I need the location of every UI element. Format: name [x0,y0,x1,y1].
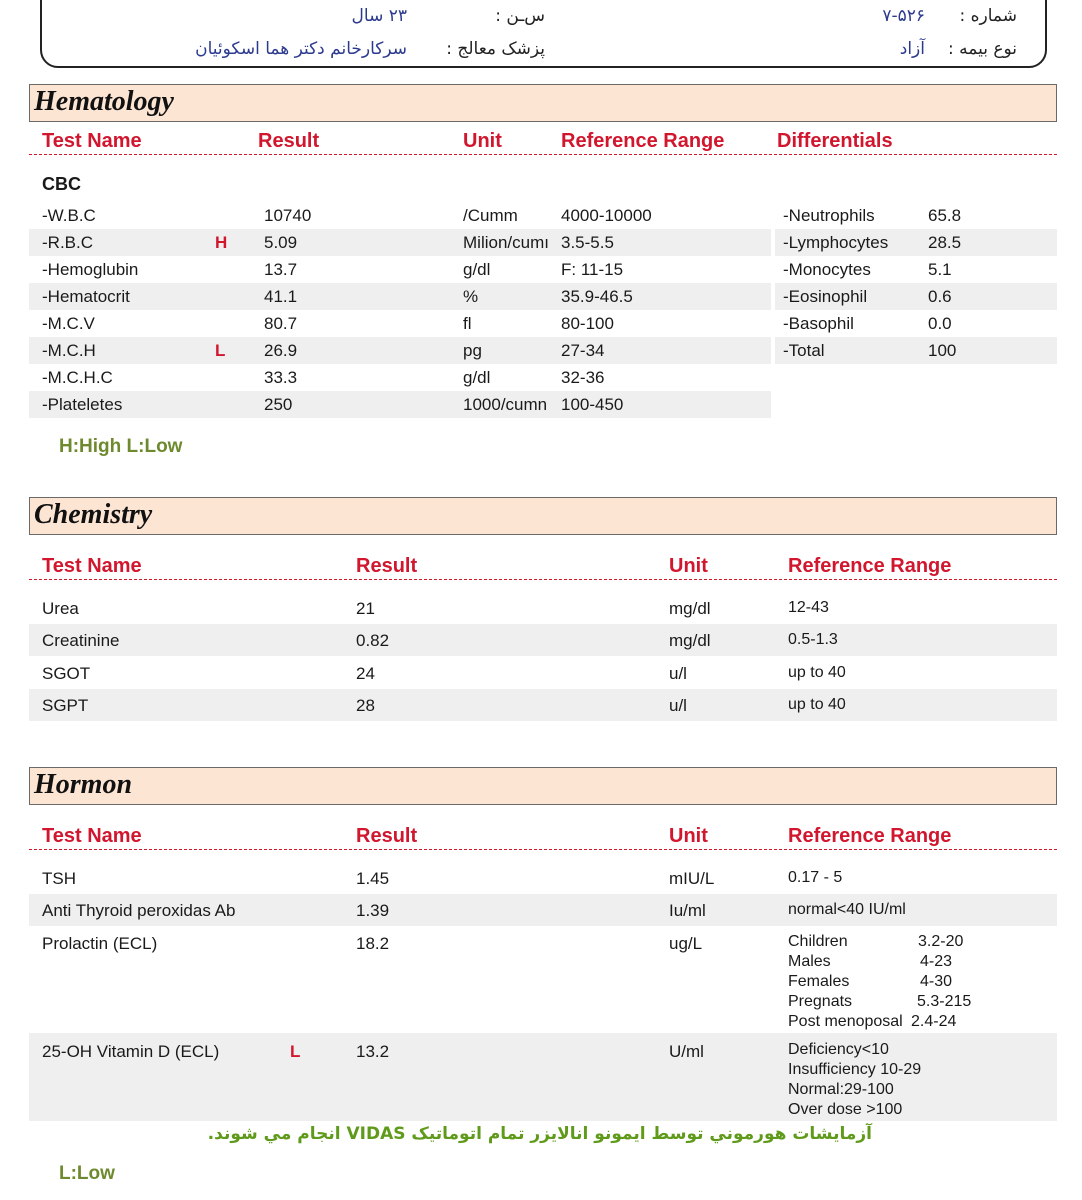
divider [29,579,1057,580]
hormon-legend: L:Low [59,1163,115,1184]
number-value: ۷-۵۲۶ [882,6,925,26]
low-flag: L [215,341,226,360]
test-reference: 80-100 [561,314,614,333]
reference-label: Post menoposal [788,1013,903,1030]
test-name: -M.C.H [42,341,96,360]
test-name: SGOT [42,664,91,683]
patient-header [40,0,1047,68]
test-unit: 1000/cumn [463,395,548,414]
vidas-note: آزمایشات هورموني توسط ايمونو انالايزر تمام اتوماتيک VIDAS انجام مي شوند. [207,1124,872,1144]
reference-line: Normal:29-100 [788,1081,894,1098]
high-flag: H [215,233,228,252]
test-name: Anti Thyroid peroxidas Ab [42,901,236,920]
test-reference: 12-43 [788,599,829,616]
row-shade [29,689,1057,721]
reference-value: 4-23 [920,953,953,970]
test-result: 18.2 [356,934,390,953]
reference-value: 3.2-20 [918,933,964,950]
test-unit: /Cumm [463,206,518,225]
differential-name: -Eosinophil [783,287,868,306]
test-unit: mg/dl [669,631,711,650]
differential-name: -Monocytes [783,260,871,279]
differential-value: 100 [928,341,957,360]
col-reference-range: Reference Range [561,130,725,152]
test-unit: mg/dl [669,599,711,618]
test-reference: 3.5-5.5 [561,233,614,252]
differential-name: -Lymphocytes [783,233,889,252]
test-reference: 27-34 [561,341,605,360]
col-differentials: Differentials [777,130,893,152]
row-shade [29,229,771,256]
test-unit: Iu/ml [669,901,706,920]
test-unit: g/dl [463,368,491,387]
reference-value: 5.3-215 [917,993,972,1010]
test-result: 0.82 [356,631,390,650]
differential-value: 65.8 [928,206,962,225]
differential-name: -Neutrophils [783,206,875,225]
row-shade [29,337,771,364]
col-test-name: Test Name [42,130,142,152]
test-unit: u/l [669,696,687,715]
reference-line: Over dose >100 [788,1101,903,1118]
col-test-name: Test Name [42,825,142,847]
differential-name: -Total [783,341,825,360]
hormon-title: Hormon [34,769,133,800]
test-reference: 0.5-1.3 [788,631,838,648]
test-name: -W.B.C [42,206,96,225]
test-name: SGPT [42,696,89,715]
test-name: Creatinine [42,631,120,650]
reference-label: Pregnats [788,993,853,1010]
test-result: 80.7 [264,314,298,333]
test-reference: 0.17 - 5 [788,869,843,886]
test-result: 24 [356,664,375,683]
test-name: TSH [42,869,76,888]
differential-value: 28.5 [928,233,962,252]
col-unit: Unit [463,130,502,152]
group-cbc: CBC [42,174,81,194]
test-unit: ug/L [669,934,703,953]
differential-value: 0.0 [928,314,952,333]
age-value: ۲۳ سال [351,6,407,26]
test-name: Urea [42,599,79,618]
col-unit: Unit [669,555,708,577]
col-result: Result [258,130,320,152]
test-result: 10740 [264,206,312,225]
hormon-section-title [29,767,1057,805]
chemistry-section-title [29,497,1057,535]
test-result: 250 [264,395,293,414]
test-name: 25-OH Vitamin D (ECL) [42,1042,220,1061]
hematology-title: Hematology [34,86,174,117]
row-shade [29,391,771,418]
test-name: -Hemoglubin [42,260,139,279]
doctor-label: پزشک معالج : [446,39,545,59]
test-result: 1.39 [356,901,390,920]
test-result: 5.09 [264,233,298,252]
test-result: 41.1 [264,287,298,306]
col-result: Result [356,555,418,577]
col-reference-range: Reference Range [788,555,952,577]
test-unit: U/ml [669,1042,704,1061]
hematology-section-title [29,84,1057,122]
test-reference: 100-450 [561,395,624,414]
reference-line: Insufficiency 10-29 [788,1061,922,1078]
test-reference: F: 11-15 [561,260,624,279]
test-result: 13.2 [356,1042,390,1061]
test-unit: Milion/cumı [463,233,549,252]
divider [29,154,1057,155]
col-reference-range: Reference Range [788,825,952,847]
doctor-value: سرکارخانم دکتر هما اسکوئیان [195,39,407,59]
insurance-value: آزاد [899,39,925,59]
row-shade [29,283,771,310]
reference-label: Males [788,953,831,970]
low-flag: L [290,1042,301,1061]
test-name: -M.C.V [42,314,95,333]
test-unit: u/l [669,664,687,683]
insurance-label: نوع بیمه : [948,39,1017,59]
test-unit: fl [463,314,472,333]
number-label: شماره : [959,6,1017,26]
col-test-name: Test Name [42,555,142,577]
hematology-legend: H:High L:Low [59,436,183,457]
test-unit: pg [463,341,482,360]
test-unit: mIU/L [669,869,715,888]
test-reference: up to 40 [788,664,846,681]
test-result: 33.3 [264,368,298,387]
reference-line: Deficiency<10 [788,1041,889,1058]
test-name: Prolactin (ECL) [42,934,158,953]
reference-value: 4-30 [920,973,953,990]
differential-name: -Basophil [783,314,854,333]
test-name: -M.C.H.C [42,368,113,387]
chemistry-title: Chemistry [34,499,153,530]
col-unit: Unit [669,825,708,847]
reference-value: 2.4-24 [911,1013,957,1030]
test-reference: 32-36 [561,368,605,387]
test-result: 28 [356,696,375,715]
test-result: 26.9 [264,341,298,360]
test-name: -R.B.C [42,233,93,252]
row-shade [29,624,1057,656]
differential-value: 5.1 [928,260,952,279]
col-result: Result [356,825,418,847]
test-name: -Plateletes [42,395,123,414]
reference-label: Children [788,933,848,950]
test-result: 1.45 [356,869,390,888]
divider [29,849,1057,850]
age-label: س‌ـن : [495,6,545,26]
test-result: 13.7 [264,260,298,279]
test-reference: up to 40 [788,696,846,713]
test-name: -Hematocrit [42,287,130,306]
test-result: 21 [356,599,375,618]
test-unit: % [463,287,479,306]
test-unit: g/dl [463,260,491,279]
test-reference: normal<40 IU/ml [788,901,906,918]
reference-label: Females [788,973,850,990]
differential-value: 0.6 [928,287,952,306]
test-reference: 4000-10000 [561,206,652,225]
test-reference: 35.9-46.5 [561,287,633,306]
